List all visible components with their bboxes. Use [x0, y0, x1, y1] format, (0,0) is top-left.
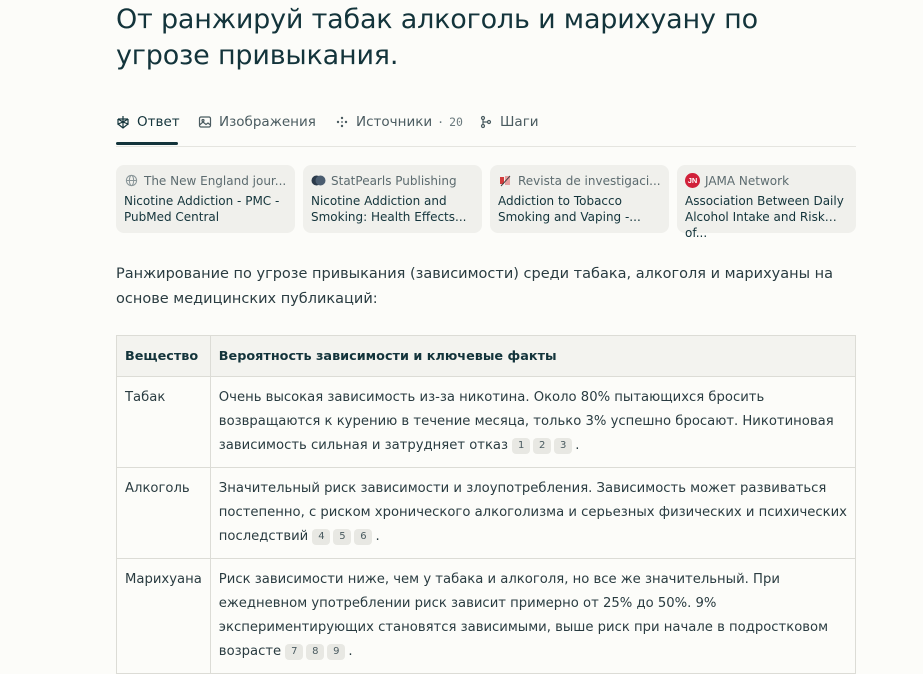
query-title: От ранжируй табак алкоголь и марихуану по угрозе привыкания.	[116, 4, 758, 71]
substance-cell: Табак	[117, 377, 211, 468]
comparison-table	[116, 335, 856, 674]
facts-text: Риск зависимости ниже, чем у табака и алкоголя, но все же значительный. При ежедневном употреблении риск зависит примерно от 25% до 50%. 9% экспериментирующих становятся зависимыми, выше риск при начале в подростковом возрасте	[218, 572, 829, 659]
tab-sources[interactable]	[335, 108, 463, 136]
tab-answer[interactable]	[116, 108, 180, 136]
source-site: The New England jour...	[144, 173, 287, 188]
statpearls-logo-icon	[311, 173, 326, 188]
source-site: JAMA Network	[705, 173, 790, 188]
facts-cell	[210, 468, 855, 559]
facts-text: Очень высокая зависимость из-за никотина. Около 80% пытающихся бросить возвращаются к курению в течение месяца, только 3% успешно бросают. Никотиновая зависимость сильная и затрудняет отказ	[218, 390, 834, 453]
sentence-end: .	[375, 529, 380, 544]
tab-steps-label: Шаги	[500, 114, 539, 130]
tab-images-label: Изображения	[219, 114, 316, 130]
source-site: StatPearls Publishing	[331, 173, 457, 188]
citation-badge[interactable]: 1	[512, 438, 530, 454]
steps-icon	[479, 115, 493, 129]
source-card[interactable]	[677, 165, 856, 240]
table-row	[117, 377, 856, 468]
facts-cell	[210, 559, 855, 674]
citation-badge[interactable]: 7	[285, 644, 303, 660]
source-cards	[116, 165, 856, 240]
citation-badge[interactable]: 4	[312, 529, 330, 545]
citation-badge[interactable]: 6	[354, 529, 372, 545]
source-site: Revista de investigaci...	[518, 173, 661, 188]
jama-logo-icon: JN	[685, 173, 700, 188]
table-header: Вещество	[117, 336, 211, 377]
facts-text: Значительный риск зависимости и злоупотребления. Зависимость может развиваться постепенно, с риском хронического алкоголизма и серьезных физических и психических последствий	[218, 481, 847, 544]
tab-answer-label: Ответ	[137, 114, 180, 130]
table-row	[117, 468, 856, 559]
tab-sources-label: Источники	[356, 114, 433, 130]
substance-cell: Марихуана	[117, 559, 211, 674]
sentence-end: .	[348, 644, 353, 659]
tab-steps[interactable]	[479, 108, 539, 136]
source-card[interactable]	[303, 165, 482, 233]
globe-icon	[124, 173, 139, 188]
table-row	[117, 559, 856, 674]
sources-count: 20	[449, 115, 463, 129]
active-tab-indicator	[116, 142, 178, 145]
facts-cell	[210, 377, 855, 468]
perplexity-logo-icon	[116, 115, 130, 129]
citation-badge[interactable]: 3	[554, 438, 572, 454]
source-title: Nicotine Addiction - PMC - PubMed Central	[124, 194, 280, 224]
source-title: Association Between Daily Alcohol Intake and Risk of...	[685, 194, 844, 240]
sources-icon	[335, 115, 349, 129]
source-title: Addiction to Tobacco Smoking and Vaping -...	[498, 194, 641, 224]
citation-badge[interactable]: 2	[533, 438, 551, 454]
table-header-row	[117, 336, 856, 377]
substance-cell: Алкоголь	[117, 468, 211, 559]
sentence-end: .	[575, 438, 580, 453]
source-title: Nicotine Addiction and Smoking: Health Effects...	[311, 194, 467, 224]
table-header: Вероятность зависимости и ключевые факты	[210, 336, 855, 377]
tab-images[interactable]	[198, 108, 316, 136]
source-card[interactable]	[490, 165, 669, 233]
citation-badge[interactable]: 9	[327, 644, 345, 660]
sources-separator: ·	[437, 115, 445, 129]
citation-badge[interactable]: 5	[333, 529, 351, 545]
image-icon	[198, 115, 212, 129]
answer-tabs	[116, 104, 856, 147]
source-card[interactable]	[116, 165, 295, 233]
revista-logo-icon	[498, 173, 513, 188]
answer-intro: Ранжирование по угрозе привыкания (зависимости) среди табака, алкоголя и марихуаны на основе медицинских публикаций:	[116, 266, 834, 307]
citation-badge[interactable]: 8	[306, 644, 324, 660]
